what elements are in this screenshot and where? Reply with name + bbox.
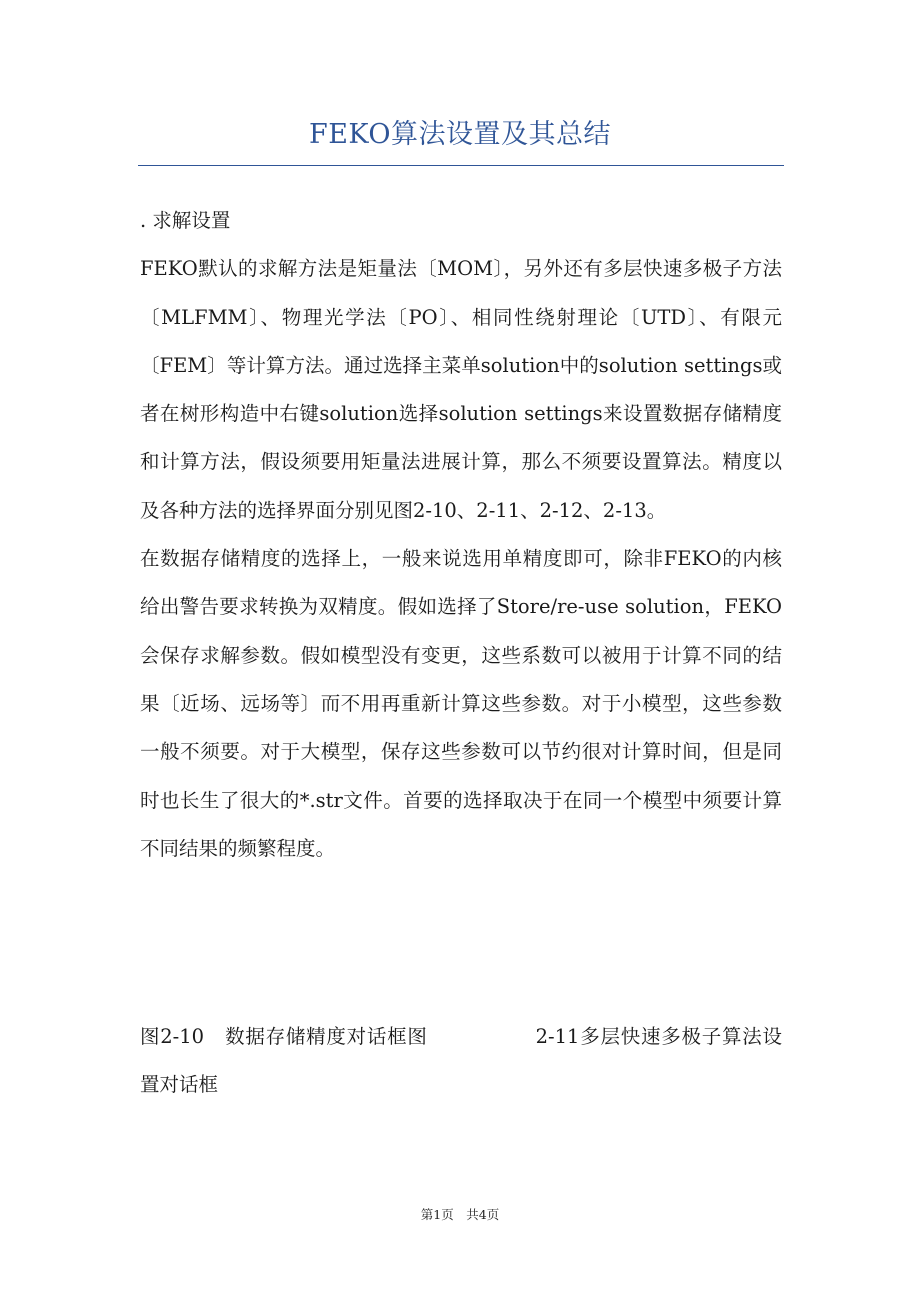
paragraph-2: 在数据存储精度的选择上，一般来说选用单精度即可，除非FEKO的内核给出警告要求转换为双精度。假如选择了Store/re-use solution，FEKO会保存求解参数。假如模型没有变更，这些系数可以被用于计算不同的结果〔近场、远场等〕而不用再重新计算这些参数。对于小模型，这些参数一般不须要。对于大模型，保存这些参数可以节约很对计算时间，但是同时也长生了很大的*.str文件。首要的选择取决于在同一个模型中须要计算不同结果的频繁程度。 [140, 547, 782, 860]
figure-caption-left: 图2-10 数据存储精度对话框图 [140, 1025, 428, 1048]
section-heading: . 求解设置 [140, 209, 231, 232]
document-title: FEKO算法设置及其总结 [308, 119, 612, 150]
figure-caption [140, 1013, 782, 1109]
page-number: 第1页 共4页 [420, 1207, 500, 1222]
paragraph-1: FEKO默认的求解方法是矩量法〔MOM〕，另外还有多层快速多极子方法〔MLFMM〕、物理光学法〔PO〕、相同性绕射理论〔UTD〕、有限元〔FEM〕等计算方法。通过选择主菜单solution中的solution settings或者在树形构造中右键solution选择solution settings来设置数据存储精度和计算方法，假设须要用矩量法进展计算，那么不须要设置算法。精度以及各种方法的选择界面分别见图2-10、2-11、2-12、2-13。 [140, 257, 782, 522]
title-divider [138, 165, 784, 166]
document-body [140, 197, 782, 873]
figure-caption-right: 2-11多层快速多极子算法设置对话框 [140, 1025, 783, 1096]
